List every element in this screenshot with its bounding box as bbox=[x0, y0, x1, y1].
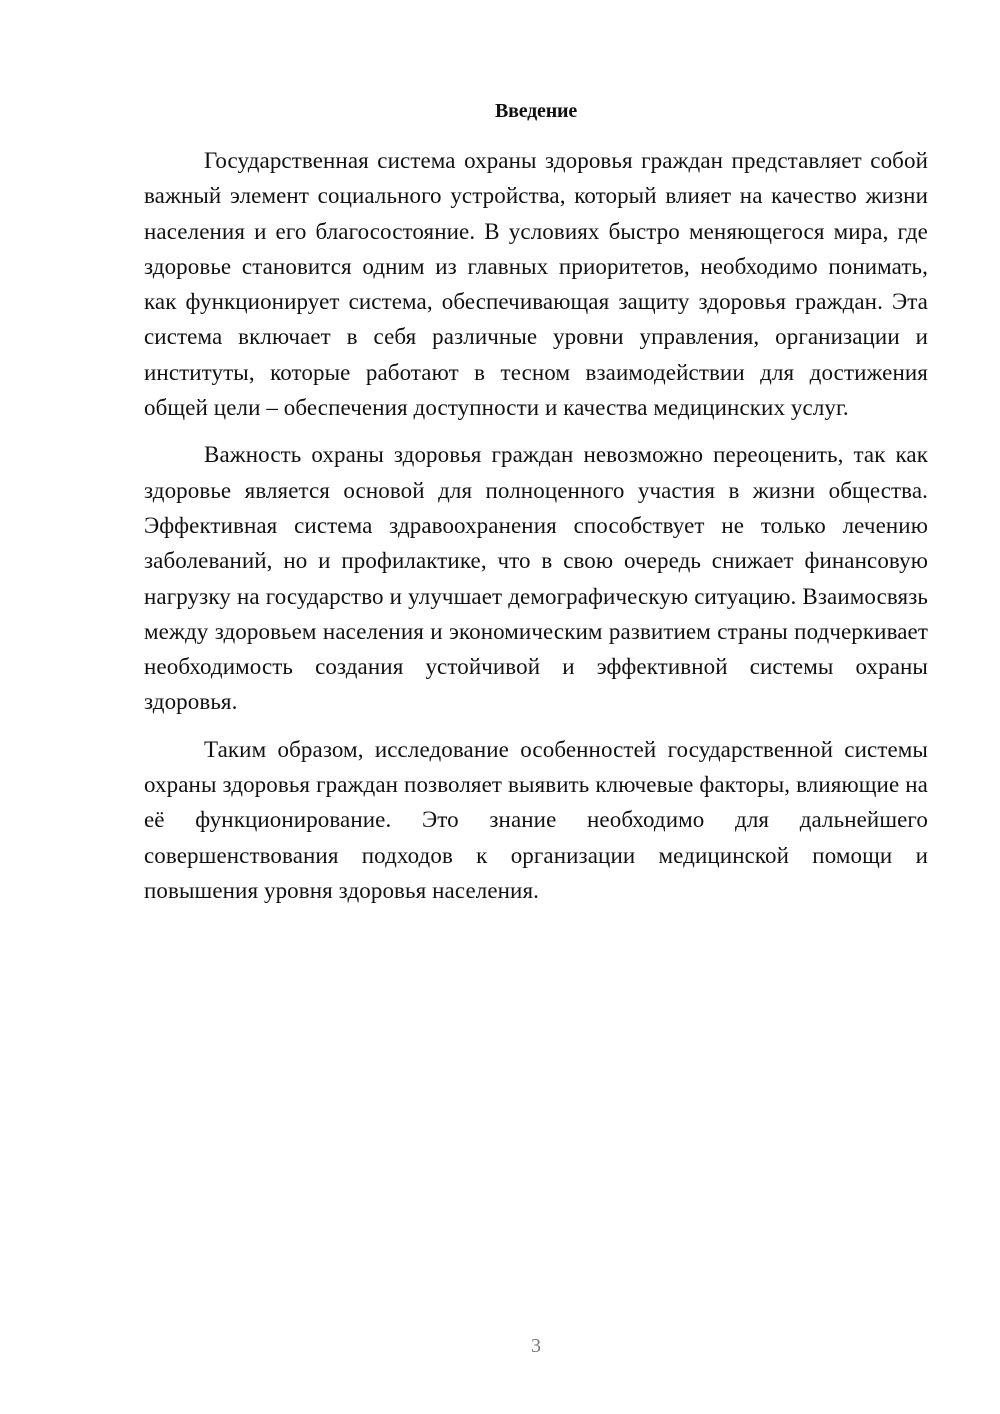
page-number: 3 bbox=[531, 1335, 541, 1357]
paragraph-importance: Важность охраны здоровья граждан невозможно переоценить, так как здоровье является основой для полноценного участия в жизни общества. Эффективная система здравоохранения способствует не только лечению заболеваний, но и профилактике, что в свою очередь снижает финансовую нагрузку на государство и улучшает демографическую ситуацию. Взаимосвязь между здоровьем населения и экономическим развитием страны подчеркивает необходимость создания устойчивой и эффективной системы охраны здоровья. bbox=[144, 442, 928, 715]
document-body bbox=[144, 143, 928, 908]
paragraph-intro: Государственная система охраны здоровья граждан представляет собой важный элемент социального устройства, который влияет на качество жизни населения и его благосостояние. В условиях быстро меняющегося мира, где здоровье становится одним из главных приоритетов, необходимо понимать, как функционирует система, обеспечивающая защиту здоровья граждан. Эта система включает в себя различные уровни управления, организации и институты, которые работают в тесном взаимодействии для достижения общей цели – обеспечения доступности и качества медицинских услуг. bbox=[144, 148, 928, 421]
paragraph-conclusion: Таким образом, исследование особенностей государственной системы охраны здоровья граждан позволяет выявить ключевые факторы, влияющие на её функционирование. Это знание необходимо для дальнейшего совершенствования подходов к организации медицинской помощи и повышения уровня здоровья населения. bbox=[144, 736, 928, 903]
section-heading: Введение bbox=[494, 100, 578, 122]
